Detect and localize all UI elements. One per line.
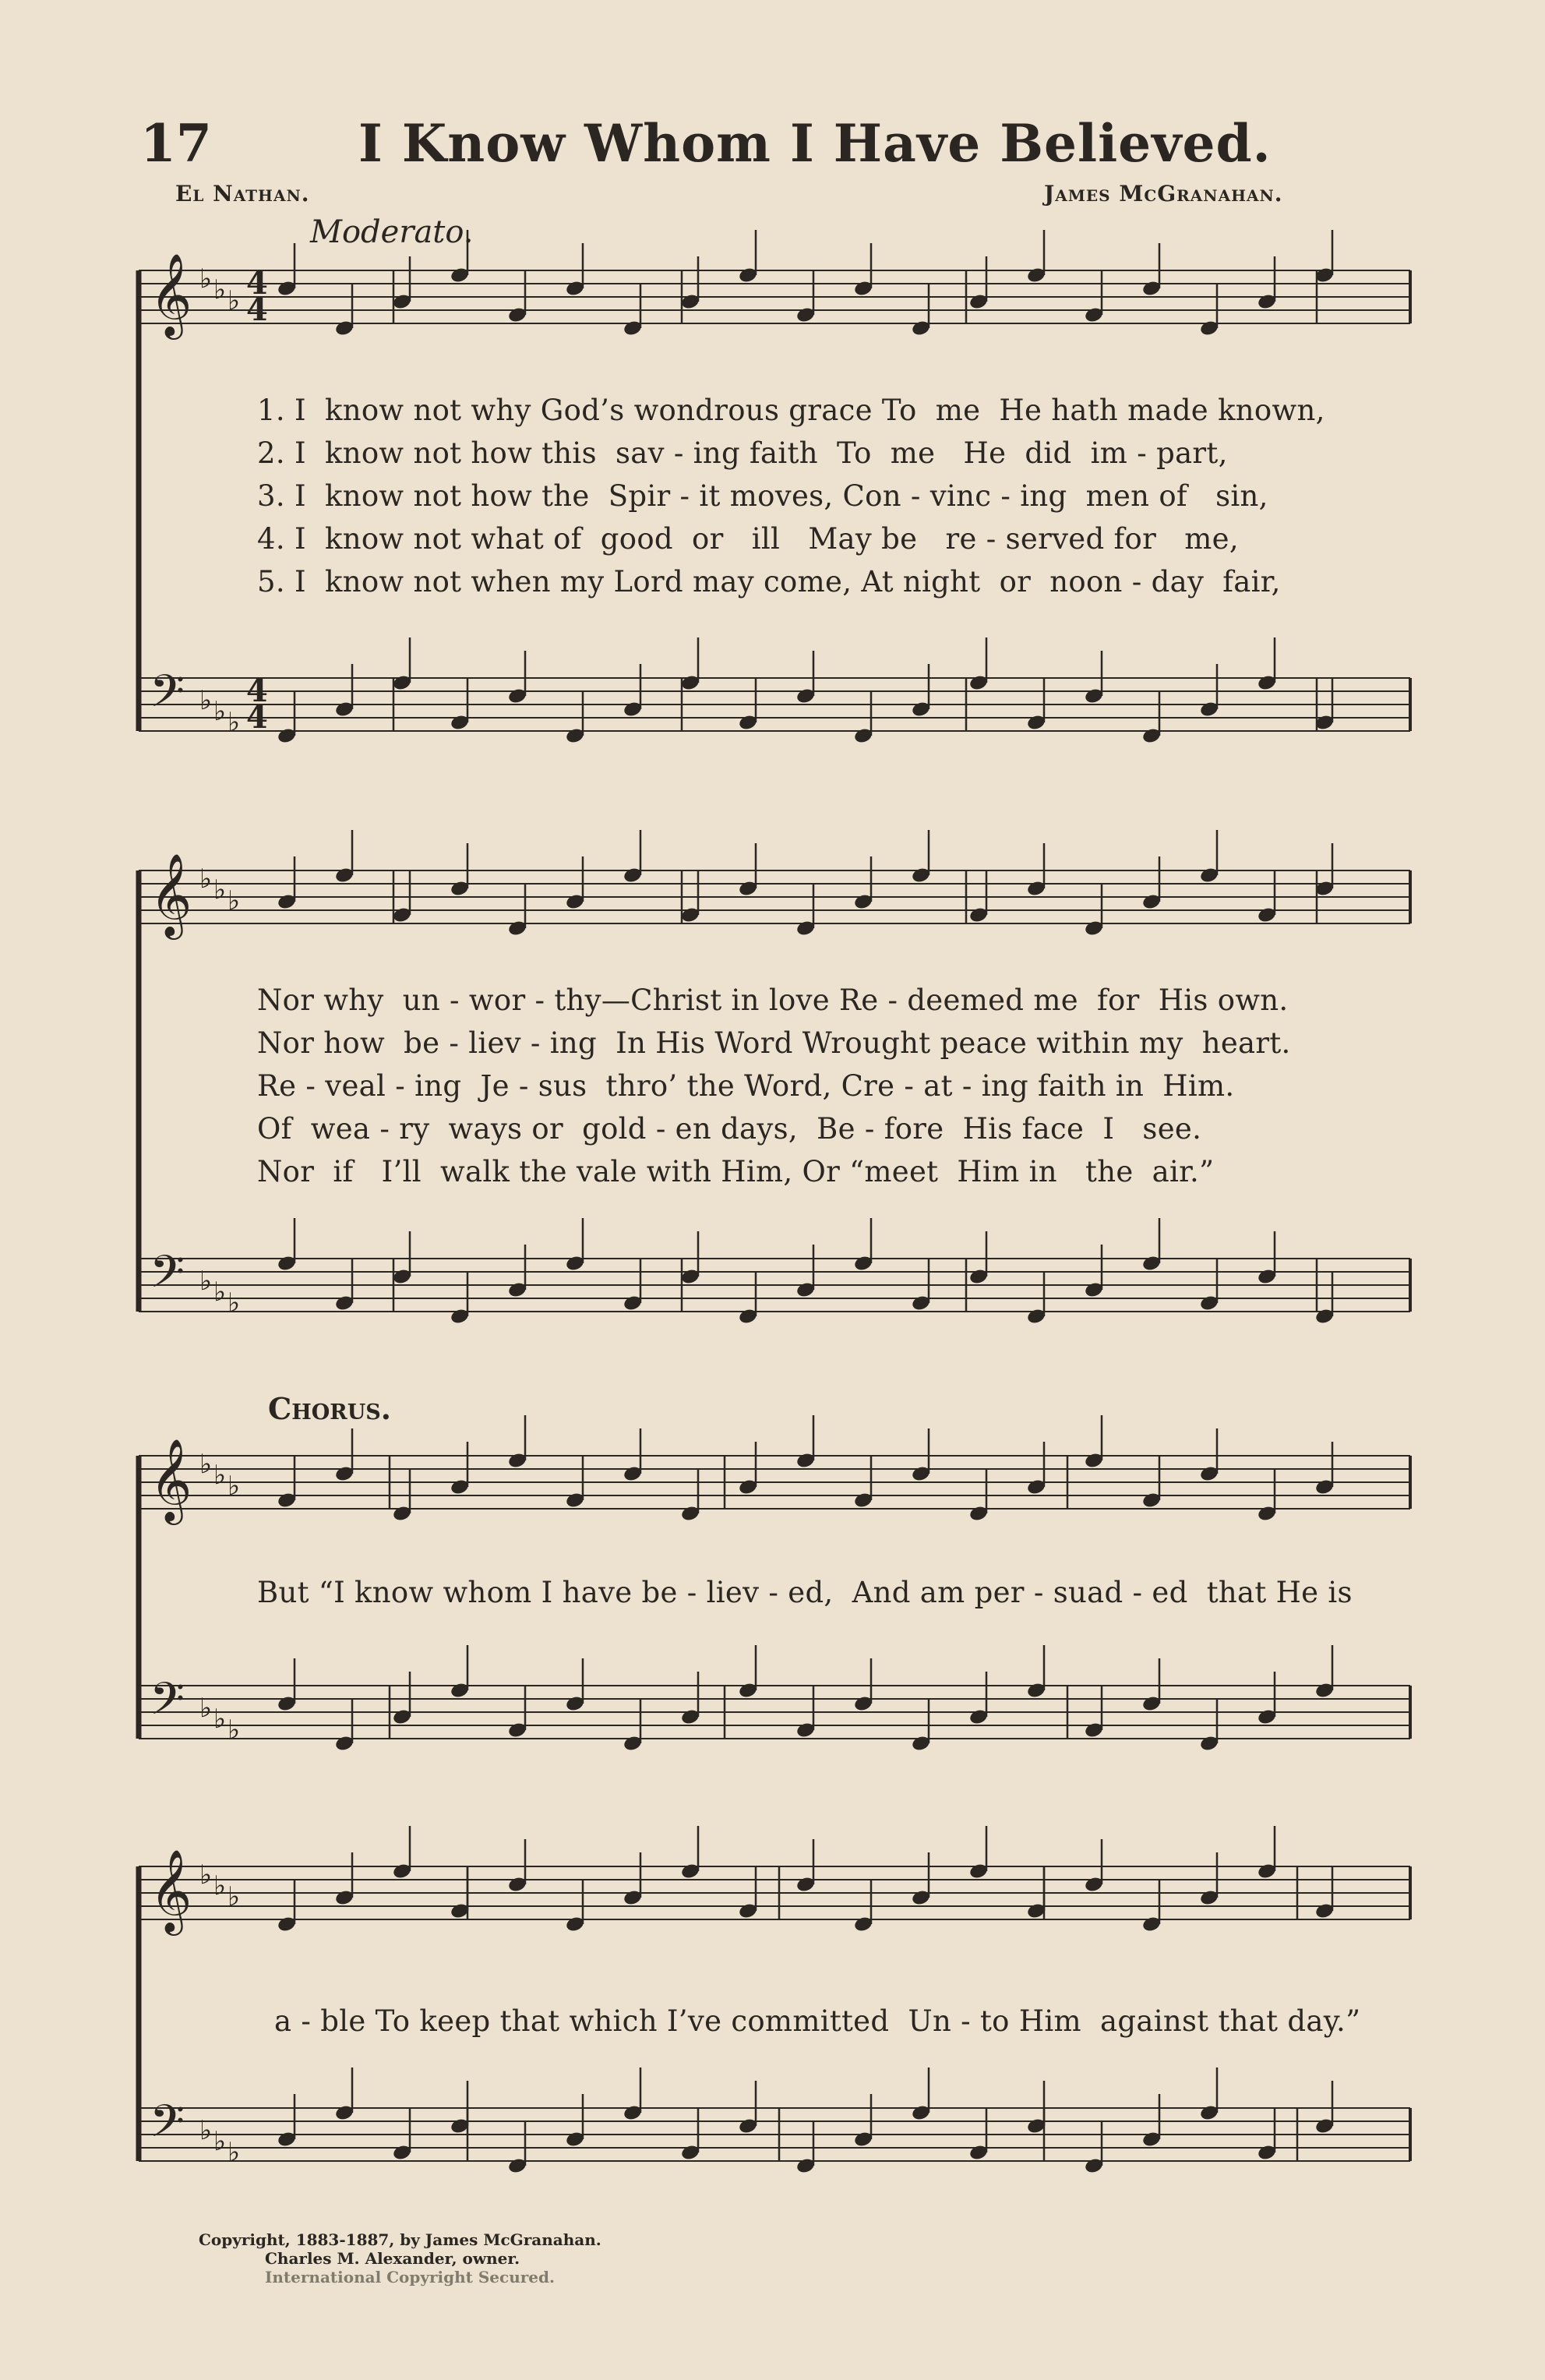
verse-4-line-a: 4. I know not what of good or ill May be re - served for me, — [257, 522, 1239, 556]
time-signature: 4 — [246, 673, 268, 709]
treble-clef-icon: 𝄞 — [150, 252, 192, 336]
verse-4-line-b: Of wea - ry ways or gold - en days, Be - fore His face I see. — [257, 1112, 1202, 1146]
verse-5-line-a: 5. I know not when my Lord may come, At night or noon - day fair, — [257, 565, 1281, 599]
bass-clef-icon: 𝄢 — [150, 2095, 185, 2159]
verse-5-line-b: Nor if I’ll walk the vale with Him, Or “meet Him in the air.” — [257, 1155, 1215, 1188]
chorus-label: Chorus. — [268, 1391, 391, 1426]
treble-clef-icon: 𝄞 — [150, 1849, 192, 1932]
flat-sign-icon: ♭ — [213, 1460, 227, 1491]
treble-clef-icon: 𝄞 — [150, 1438, 192, 1521]
flat-sign-icon: ♭ — [228, 1714, 241, 1746]
composer-credit: James McGranahan. — [1044, 181, 1283, 207]
flat-sign-icon: ♭ — [213, 1704, 227, 1735]
verse-3-line-a: 3. I know not how the Spir - it moves, Con - vinc - ing men of sin, — [257, 479, 1268, 513]
flat-sign-icon: ♭ — [228, 2137, 241, 2168]
flat-sign-icon: ♭ — [199, 263, 213, 295]
verse-2-line-a: 2. I know not how this sav - ing faith To me He did im - part, — [257, 436, 1228, 470]
copyright-line-2: Charles M. Alexander, owner. — [265, 2249, 520, 2268]
verse-1-line-a: 1. I know not why God’s wondrous grace To me He hath made known, — [257, 394, 1325, 427]
flat-sign-icon: ♭ — [228, 885, 241, 916]
verse-1-line-b: Nor why un - wor - thy—Christ in love Re - deemed me for His own. — [257, 983, 1289, 1017]
flat-sign-icon: ♭ — [213, 1277, 227, 1308]
chorus-line-1: But “I know whom I have be - liev - ed, And am per - suad - ed that He is — [257, 1576, 1353, 1609]
time-signature: 4 — [246, 265, 268, 302]
tempo-marking: Moderato. — [310, 214, 474, 250]
flat-sign-icon: ♭ — [199, 1449, 213, 1480]
copyright-line-1: Copyright, 1883-1887, by James McGranahan. — [199, 2230, 601, 2249]
flat-sign-icon: ♭ — [199, 1266, 213, 1297]
flat-sign-icon: ♭ — [213, 2126, 227, 2157]
verse-3-line-b: Re - veal - ing Je - sus thro’ the Word, Cre - at - ing faith in Him. — [257, 1069, 1235, 1103]
treble-clef-icon: 𝄞 — [150, 853, 192, 936]
flat-sign-icon: ♭ — [199, 1693, 213, 1724]
bass-clef-icon: 𝄢 — [150, 1672, 185, 1736]
flat-sign-icon: ♭ — [228, 707, 241, 738]
flat-sign-icon: ♭ — [213, 274, 227, 305]
copyright-line-3: International Copyright Secured. — [265, 2268, 555, 2286]
hymn-number: 17 — [140, 113, 212, 174]
bass-clef-icon: 𝄢 — [150, 665, 185, 729]
flat-sign-icon: ♭ — [199, 1859, 213, 1891]
flat-sign-icon: ♭ — [199, 863, 213, 895]
flat-sign-icon: ♭ — [199, 2115, 213, 2146]
chorus-line-2: a - ble To keep that which I’ve committed Un - to Him against that day.” — [274, 2004, 1361, 2038]
flat-sign-icon: ♭ — [213, 874, 227, 906]
flat-sign-icon: ♭ — [213, 1870, 227, 1902]
flat-sign-icon: ♭ — [213, 696, 227, 727]
flat-sign-icon: ♭ — [228, 1471, 241, 1502]
flat-sign-icon: ♭ — [228, 1287, 241, 1319]
bass-clef-icon: 𝄢 — [150, 1245, 185, 1309]
verse-2-line-b: Nor how be - liev - ing In His Word Wrought peace within my heart. — [257, 1026, 1291, 1060]
flat-sign-icon: ♭ — [199, 685, 213, 716]
time-signature: 4 — [246, 291, 268, 328]
hymn-title: I Know Whom I Have Believed. — [358, 113, 1272, 174]
time-signature: 4 — [246, 699, 268, 736]
flat-sign-icon: ♭ — [228, 1881, 241, 1912]
flat-sign-icon: ♭ — [228, 285, 241, 316]
author-credit: El Nathan. — [175, 181, 310, 207]
